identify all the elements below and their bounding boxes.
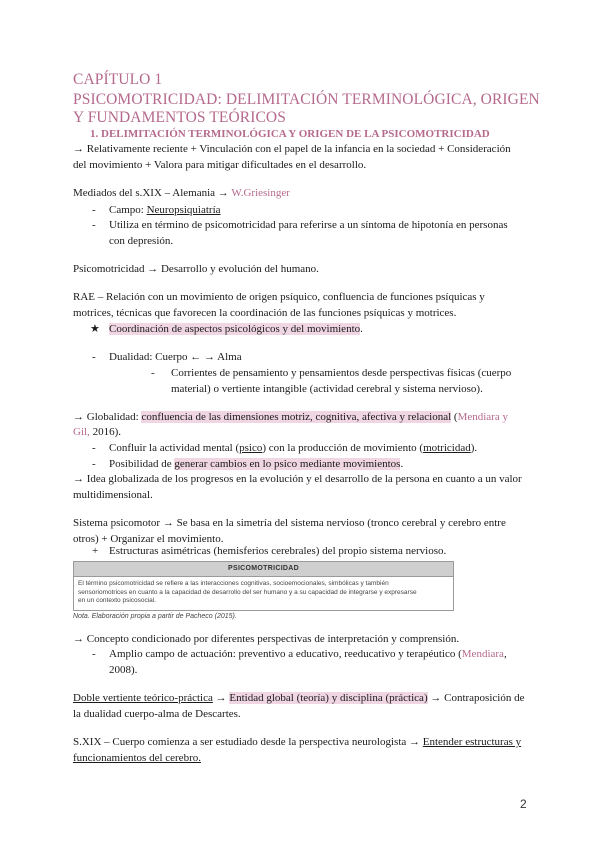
table-note: Nota. Elaboración propia a partir de Pacheco (2015). — [73, 613, 237, 620]
definition-line: Psicomotricidad → Desarrollo y evolución del humano. — [73, 263, 319, 275]
definition-table — [73, 561, 454, 611]
origin-bullet-2-line-1: Utiliza en término de psicomotricidad para referirse a un síntoma de hipotonía en personas — [109, 219, 508, 231]
plus-icon: + — [92, 545, 99, 557]
rae-line-2: motrices, técnicas que favorecen la coordinación de las funciones psíquicas y motrices. — [73, 307, 457, 319]
sistema-plus-item: Estructuras asimétricas (hemisferios cerebrales) del propio sistema nervioso. — [109, 545, 447, 557]
bullet-dash: - — [92, 648, 96, 660]
bullet-dash: - — [151, 367, 155, 379]
idea-line-2: multidimensional. — [73, 489, 153, 501]
concepto-line: → Concepto condicionado por diferentes perspectivas de interpretación y comprensión. — [73, 633, 460, 645]
star-icon: ★ — [90, 323, 100, 335]
author-citation: Mendiara y — [457, 411, 508, 423]
bullet-dash: - — [92, 204, 96, 216]
dualidad-sub-line-1: Corrientes de pensamiento y pensamientos desde perspectivas físicas (cuerpo — [171, 367, 512, 379]
dualidad-sub-line-2: material) o vertiente intangible (actividad cerebral y sistema nervioso). — [171, 383, 483, 395]
intro-line-1: → Relativamente reciente + Vinculación con el papel de la infancia en la sociedad + Consideración — [73, 143, 511, 155]
sistema-line-2: otros) + Organizar el movimiento. — [73, 533, 224, 545]
origin-line: Mediados del s.XIX – Alemania → W.Griesinger — [73, 187, 290, 199]
sxix-line-1: S.XIX – Cuerpo comienza a ser estudiado desde la perspectiva neurologista → Entender estructuras y — [73, 736, 522, 748]
chapter-label: CAPÍTULO 1 — [73, 71, 163, 88]
dualidad-label: Dualidad: Cuerpo ← → Alma — [109, 351, 242, 363]
author-citation: W.Griesinger — [231, 187, 290, 199]
section-heading: 1. DELIMITACIÓN TERMINOLÓGICA Y ORIGEN DE LA PSICOMOTRICIDAD — [90, 128, 490, 140]
table-header: PSICOMOTRICIDAD — [74, 562, 453, 577]
field-term: Neuropsiquiatría — [146, 204, 221, 216]
intro-line-2: del movimiento + Valora para mitigar dificultades en el desarrollo. — [73, 159, 367, 171]
bullet-dash: - — [92, 219, 96, 231]
author-citation: Mendiara — [461, 648, 504, 660]
globalidad-bullet-2: Posibilidad de generar cambios en lo psico mediante movimientos. — [109, 458, 404, 470]
bullet-dash: - — [92, 351, 96, 363]
doble-line-2: la dualidad cuerpo-alma de Descartes. — [73, 708, 241, 720]
origin-bullet-2-line-2: con depresión. — [109, 235, 174, 247]
globalidad-line-1: → Globalidad: confluencia de las dimensiones motriz, cognitiva, afectiva y relacional (Mendiara y — [73, 411, 508, 423]
rae-line-1: RAE – Relación con un movimiento de origen psíquico, confluencia de funciones psíquicas y — [73, 291, 485, 303]
chapter-title-line-2: Y FUNDAMENTOS TEÓRICOS — [73, 109, 286, 126]
globalidad-bullet-1: Confluir la actividad mental (psico) con la producción de movimiento (motricidad). — [109, 442, 478, 454]
rae-star-item: Coordinación de aspectos psicológicos y del movimiento. — [109, 323, 363, 335]
page-number: 2 — [520, 797, 527, 811]
chapter-title-line-1: PSICOMOTRICIDAD: DELIMITACIÓN TERMINOLÓGICA, ORIGEN — [73, 91, 540, 108]
origin-bullet-1: Campo: Neuropsiquiatría — [109, 204, 221, 216]
bullet-dash: - — [92, 442, 96, 454]
concepto-bullet-line-2: 2008). — [109, 664, 138, 676]
sistema-line-1: Sistema psicomotor → Se basa en la simetría del sistema nervioso (tronco cerebral y cerebro entre — [73, 517, 506, 529]
idea-line-1: → Idea globalizada de los progresos en la evolución y el desarrollo de la persona en cuanto a un valor — [73, 473, 522, 485]
globalidad-line-2: Gil, 2016). — [73, 426, 121, 438]
concepto-bullet-line-1: Amplio campo de actuación: preventivo a educativo, reeducativo y terapéutico (Mendiara, — [109, 648, 507, 660]
bullet-dash: - — [92, 458, 96, 470]
table-body: El término psicomotricidad se refiere a las interacciones cognitivas, socioemocionales, simbólicas y también sensoriomotrices en cuanto a la capacidad de desarrollo del ser humano y a su capacidad de integrarse y expresarse en un contexto psicosocial. — [78, 580, 417, 604]
sxix-line-2: funcionamientos del cerebro. — [73, 752, 201, 764]
doble-line-1: Doble vertiente teórico-práctica → Entidad global (teoría) y disciplina (práctica) → Contraposición de — [73, 692, 525, 704]
